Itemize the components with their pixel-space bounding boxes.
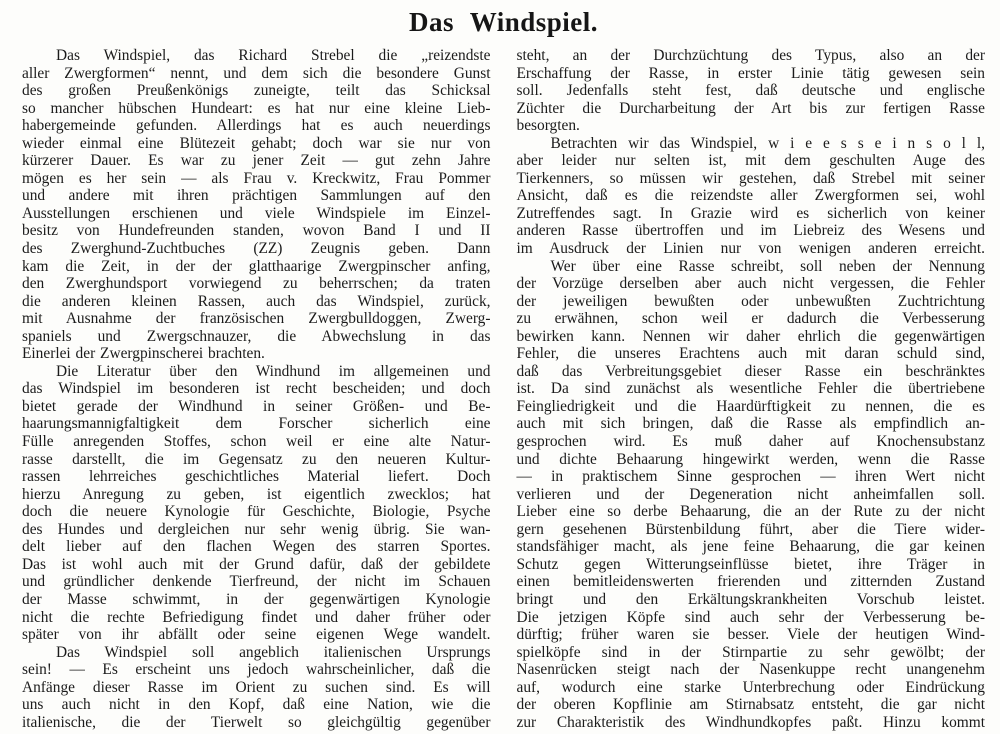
text-line: auf, wodurch eine starke Unterbrechung oder Eindrückung: [516, 678, 985, 696]
text-line: der jeweiligen bewußten oder unbewußten Zuchtrichtung: [516, 292, 985, 310]
text-line: das Windspiel im besonderen ist recht bescheiden; und doch: [22, 380, 491, 398]
text-line: besitz von Hundefreunden standen, wovon Band I und II: [22, 222, 491, 240]
text-line: uns auch nicht in den Kopf, daß eine Nation, wie die: [22, 696, 491, 714]
text-line: mögen es her sein — als Frau v. Kreckwitz, Frau Pommer: [22, 169, 491, 187]
text-line: Zutreffendes sagt. In Grazie wird es sicherlich von keiner: [516, 204, 985, 222]
text-line: spielköpfe sind in der Stirnpartie zu sehr gewölbt; der: [516, 643, 985, 661]
paragraph: [22, 47, 491, 363]
text-line: später von ihr abfällt oder seine eigenen Wege wandelt.: [22, 626, 491, 644]
text-line: Die Literatur über den Windhund im allgemeinen und: [56, 362, 491, 380]
text-line: zur Charakteristik des Windhundkopfes paßt. Hinzu kommt: [516, 713, 985, 731]
text-line: mit Ausnahme der französischen Zwergbulldoggen, Zwerg-: [22, 310, 491, 328]
text-line: ist. Da sind zunächst als wesentliche Fehler die übertriebene: [516, 380, 985, 398]
text-line: soll. Jedenfalls steht fest, daß deutsche und englische: [516, 82, 985, 100]
text-line: Feingliedrigkeit und die Haardürftigkeit zu nennen, die es: [516, 397, 985, 415]
text-line: der oberen Kopflinie am Stirnabsatz entsteht, die gar nicht: [516, 696, 985, 714]
text-line: kürzerer Dauer. Es war zu jener Zeit — gut zehn Jahre: [22, 152, 491, 170]
text-line: spaniels und Zwergschnauzer, die Abwechslung in das: [22, 327, 491, 345]
text-line: Betrachten wir das Windspiel, w i e e s s e i n s o l l,: [550, 134, 985, 152]
text-line: Ausstellungen erschienen und viele Windspiele im Einzel-: [22, 204, 491, 222]
text-line: Fehler, die unseres Erachtens auch mit daran schuld sind,: [516, 345, 985, 363]
text-line: der Masse schwimmt, in der gegenwärtigen Kynologie: [22, 590, 491, 608]
text-line: nicht die rechte Befriedigung findet und daher früher oder: [22, 608, 491, 626]
text-line: bietet gerade der Windhund in seiner Größen- und Be-: [22, 397, 491, 415]
text-line: und dichte Behaarung hingewirkt werden, wenn die Rasse: [516, 450, 985, 468]
text-line: des Hundes und dergleichen nur sehr wenig übrig. Sie wan-: [22, 520, 491, 538]
text-line: anderen Rasse übertroffen und im Liebreiz des Wesens und: [516, 222, 985, 240]
text-line: sein! — Es erscheint uns jedoch wahrscheinlicher, daß die: [22, 661, 491, 679]
text-line: im Ausdruck der Linien nur von wenigen anderen erreicht.: [516, 240, 985, 258]
right-column: [517, 47, 986, 731]
text-line: einen bemitleidenswerten frierenden und zitternden Zustand: [516, 573, 985, 591]
text-line: — in praktischem Sinne gesprochen — ihren Wert nicht: [516, 468, 985, 486]
text-line: besorgten.: [516, 117, 580, 135]
text-line: delt lieber auf den flachen Wegen des starren Sportes.: [22, 538, 491, 556]
text-line: habergemeinde gefunden. Allerdings hat es auch neuerdings: [22, 117, 491, 135]
text-line: gern gesehenen Bürstenbildung führt, aber die Tiere wider-: [516, 520, 985, 538]
text-line: standsfähiger macht, als jene feine Behaarung, die gar keinen: [516, 538, 985, 556]
text-line: rassen lehrreiches geschichtliches Material liefert. Doch: [22, 468, 491, 486]
text-line: kam die Zeit, in der der glatthaarige Zwergpinscher anfing,: [22, 257, 491, 275]
text-line: aber leider nur selten ist, mit dem geschulten Auge des: [516, 152, 985, 170]
paragraph: [517, 135, 986, 258]
text-line: steht, an der Durchzüchtung des Typus, also an der: [516, 47, 985, 64]
text-line: Fülle anregenden Stoffes, schon weil er eine alte Natur-: [22, 433, 491, 451]
text-line: Lieber eine so derbe Behaarung, die an der Rute zu der nicht: [516, 503, 985, 521]
text-line: Einerlei der Zwergpinscherei brachten.: [22, 345, 265, 363]
text-line: hierzu Anregung zu geben, ist eigentlich zwecklos; hat: [22, 485, 491, 503]
text-line: Das Windspiel, das Richard Strebel die „reizendste: [56, 47, 491, 64]
text-line: Das ist wohl auch mit der Grund dafür, daß der gebildete: [22, 555, 491, 573]
paragraph: [22, 644, 491, 732]
text-line: Anfänge dieser Rasse im Orient zu suchen sind. Es will: [22, 678, 491, 696]
text-line: bringt und den Erkältungskrankheiten Vorschub leistet.: [516, 590, 985, 608]
text-line: des Zwerghund-Zuchtbuches (ZZ) Zeugnis geben. Dann: [22, 240, 491, 258]
text-line: Erschaffung der Rasse, in erster Linie tätig gewesen sein: [516, 64, 985, 82]
text-line: Schutz gegen Witterungseinflüsse bietet, ihre Träger in: [516, 555, 985, 573]
text-line: Das Windspiel soll angeblich italienischen Ursprungs: [56, 643, 491, 661]
text-line: und andere mit ihren prächtigen Sammlungen auf den: [22, 187, 491, 205]
text-line: wieder einmal eine Blütezeit gehabt; doch war sie nur von: [22, 134, 491, 152]
text-line: den Zwerghundsport vorwiegend zu beherrschen; da traten: [22, 275, 491, 293]
text-line: und gründlicher denkende Tierfreund, der nicht im Schauen: [22, 573, 491, 591]
text-line: Nasenrücken steigt nach der Nasenkuppe recht unangenehm: [516, 661, 985, 679]
paragraph: [517, 258, 986, 732]
left-column: [22, 47, 491, 731]
two-column-layout: [22, 47, 985, 731]
text-line: rasse darstellt, die im Gegensatz zu den neueren Kultur-: [22, 450, 491, 468]
paragraph: [517, 47, 986, 135]
text-line: dürftig; früher waren sie besser. Viele der heutigen Wind-: [516, 626, 985, 644]
page-title: Das Windspiel.: [408, 7, 599, 37]
text-line: doch die neuere Kynologie für Geschichte, Biologie, Psyche: [22, 503, 491, 521]
text-line: italienische, die der Tierwelt so gleichgültig gegenüber: [22, 713, 491, 731]
text-line: gesprochen wird. Es muß daher auf Knochensubstanz: [516, 433, 985, 451]
text-line: Ansicht, daß es die reizendste aller Zwergformen sei, wohl: [516, 187, 985, 205]
text-line: zu erwähnen, schon weil er dadurch die Verbesserung: [516, 310, 985, 328]
text-line: auch mit sich bringen, daß die Rasse als empfindlich an-: [516, 415, 985, 433]
text-line: Die jetzigen Köpfe sind auch sehr der Verbesserung be-: [516, 608, 985, 626]
text-line: haarungsmannigfaltigkeit dem Forscher sicherlich eine: [22, 415, 491, 433]
text-line: bewirken kann. Nennen wir daher ehrlich die gegenwärtigen: [516, 327, 985, 345]
text-line: der Vorzüge derselben aber auch nicht vergessen, die Fehler: [516, 275, 985, 293]
text-line: verlieren und der Degeneration nicht anheimfallen soll.: [516, 485, 985, 503]
text-line: so mancher hübschen Hundeart: es hat nur eine kleine Lieb-: [22, 99, 491, 117]
paragraph: [22, 363, 491, 644]
text-line: Wer über eine Rasse schreibt, soll neben der Nennung: [550, 257, 985, 275]
text-line: Tierkenners, so müssen wir gestehen, daß Strebel mit seiner: [516, 169, 985, 187]
text-line: daß das Verbreitungsgebiet dieser Rasse ein beschränktes: [516, 362, 985, 380]
text-line: Züchter die Durcharbeitung der Art bis zur fertigen Rasse: [516, 99, 985, 117]
text-line: aller Zwergformen“ nennt, und dem sich die besondere Gunst: [22, 64, 491, 82]
text-line: des großen Preußenkönigs zuneigte, teilt das Schicksal: [22, 82, 491, 100]
text-line: die anderen kleinen Rassen, auch das Windspiel, zurück,: [22, 292, 491, 310]
